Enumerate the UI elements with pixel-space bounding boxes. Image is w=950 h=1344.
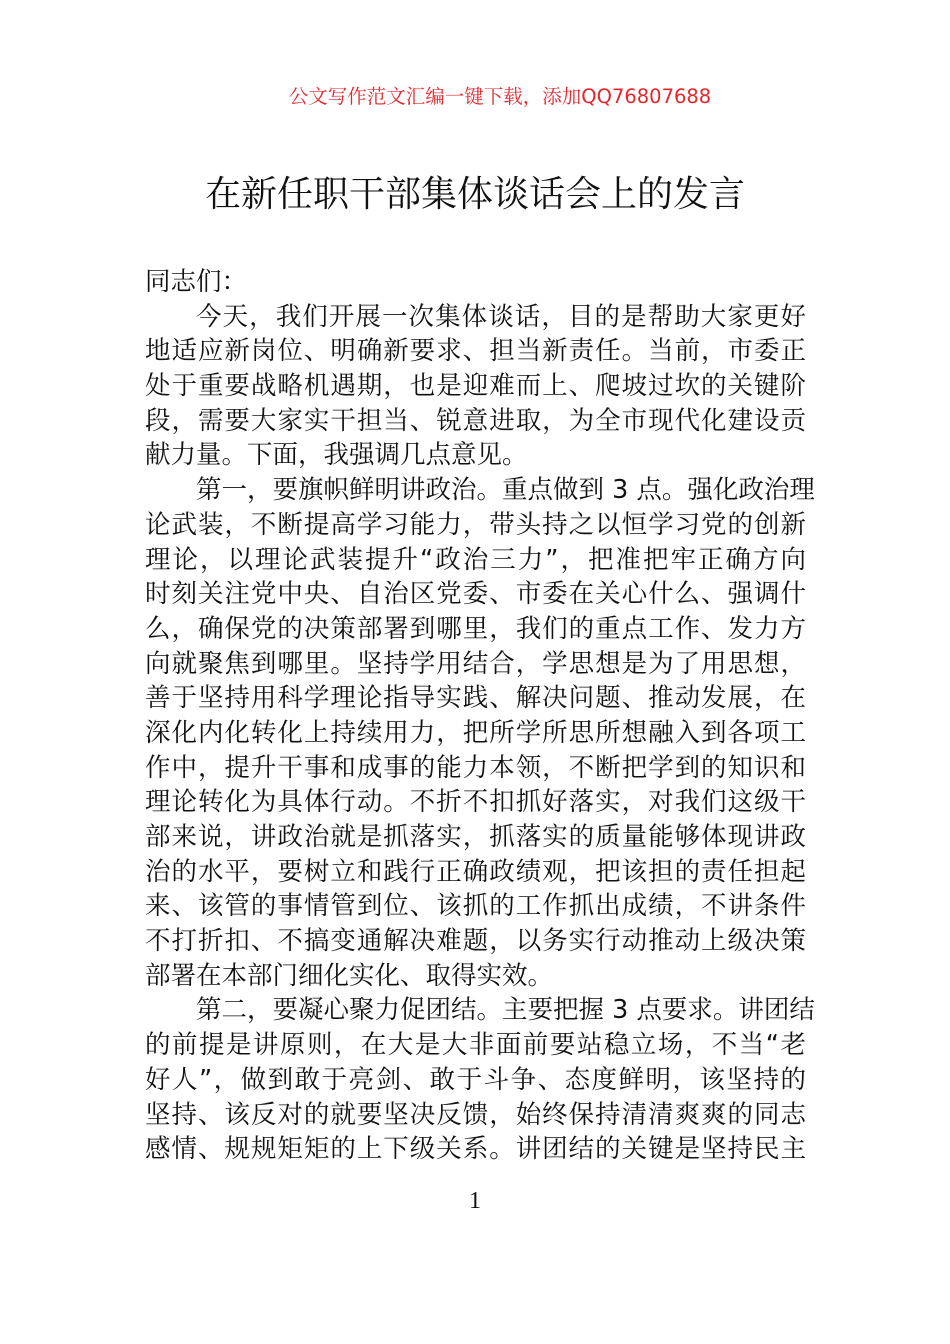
text-line: 论武装，不断提高学习能力，带头持之以恒学习党的创新 (145, 509, 806, 540)
text-line: 同志们： (145, 267, 248, 297)
text-line: 部署在本部门细化实化、取得实效。 (145, 960, 554, 991)
paragraph (145, 473, 815, 993)
download-watermark: 公文写作范文汇编一键下载，添加QQ76807688 (288, 85, 712, 108)
salutation (145, 265, 806, 300)
text-line: 今天，我们开展一次集体谈话，目的是帮助大家更好 (196, 301, 806, 332)
text-line: 献力量。下面，我强调几点意见。 (145, 440, 528, 471)
text-line: 坚持、该反对的就要坚决反馈，始终保持清清爽爽的同志 (145, 1099, 806, 1130)
text-line: 理论，以理论武装提升“政治三力”，把准把牢正确方向 (145, 544, 806, 575)
text-line: 地适应新岗位、明确新要求、担当新责任。当前，市委正 (145, 336, 806, 367)
text-line: 时刻关注党中央、自治区党委、市委在关心什么、强调什 (145, 579, 806, 610)
text-line: 善于坚持用科学理论指导实践、解决问题、推动发展，在 (145, 683, 806, 714)
text-line: 的前提是讲原则，在大是大非面前要站稳立场，不当“老 (145, 1030, 806, 1061)
document-title: 在新任职干部集体谈话会上的发言 (204, 174, 745, 215)
text-line: 么，确保党的决策部署到哪里，我们的重点工作、发力方 (145, 613, 806, 644)
text-line: 治的水平，要树立和践行正确政绩观，把该担的责任担起 (145, 856, 806, 887)
text-line: 来、该管的事情管到位、该抓的工作抓出成绩，不讲条件 (145, 891, 806, 922)
text-line: 不打折扣、不搞变通解决难题，以务实行动推动上级决策 (145, 926, 806, 957)
page-number: 1 (469, 1188, 481, 1214)
paragraph (145, 993, 815, 1166)
text-line: 感情、规规矩矩的上下级关系。讲团结的关键是坚持民主 (145, 1134, 806, 1165)
text-line: 作中，提升干事和成事的能力本领，不断把学到的知识和 (145, 752, 806, 783)
text-line: 段，需要大家实干担当、锐意进取，为全市现代化建设贡 (145, 405, 806, 436)
text-line: 向就聚焦到哪里。坚持学用结合，学思想是为了用思想， (145, 648, 806, 679)
text-line: 第一，要旗帜鲜明讲政治。重点做到 3 点。强化政治理 (196, 475, 815, 506)
text-line: 处于重要战略机遇期，也是迎难而上、爬坡过坎的关键阶 (145, 371, 806, 402)
text-line: 部来说，讲政治就是抓落实，抓落实的质量能够体现讲政 (145, 822, 806, 852)
text-line: 第二，要凝心聚力促团结。主要把握 3 点要求。讲团结 (196, 995, 815, 1026)
paragraph (145, 300, 806, 473)
text-line: 深化内化转化上持续用力，把所学所思所想融入到各项工 (145, 717, 806, 748)
text-line: 理论转化为具体行动。不折不扣抓好落实，对我们这级干 (145, 787, 806, 818)
document-body (145, 265, 815, 1167)
text-line: 好人”，做到敢于亮剑、敢于斗争、态度鲜明，该坚持的 (145, 1064, 806, 1095)
